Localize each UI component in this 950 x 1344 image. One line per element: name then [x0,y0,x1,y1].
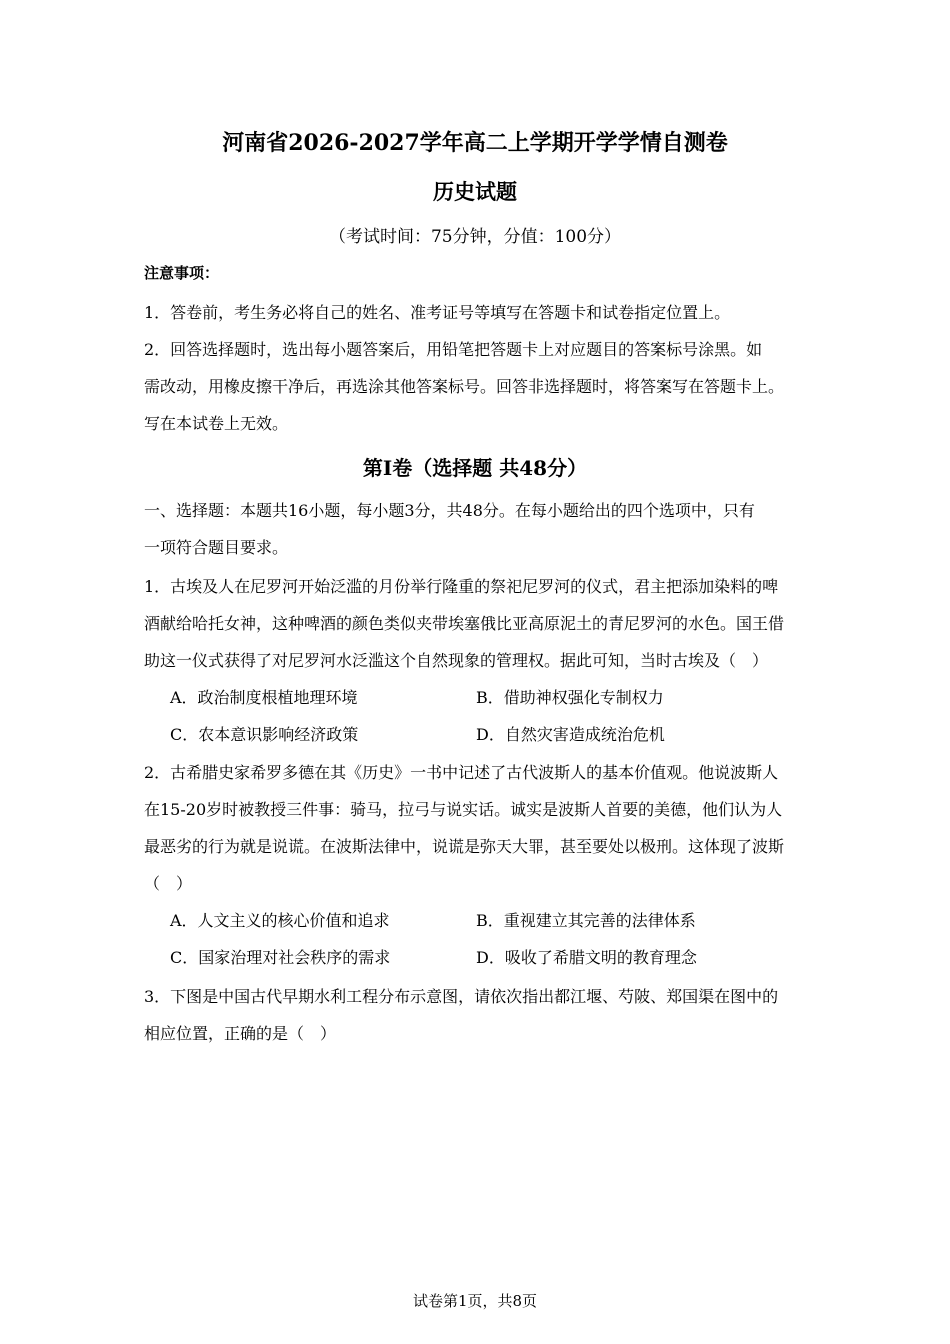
question-1-line: 1．古埃及人在尼罗河开始泛滥的月份举行隆重的祭祀尼罗河的仪式，君主把添加染料的啤 [144,577,779,596]
notes-line: 2．回答选择题时，选出每小题答案后，用铅笔把答题卡上对应题目的答案标号涂黑。如 [144,340,763,359]
section-intro-line: 一、选择题：本题共16小题，每小题3分，共48分。在每小题给出的四个选项中，只有 [144,501,755,520]
notes-line: 写在本试卷上无效。 [144,414,289,433]
question-1-line: 酒献给哈托女神，这种啤酒的颜色类似夹带埃塞俄比亚高原泥土的青尼罗河的水色。国王借 [144,614,785,633]
notes-line: 1．答卷前，考生务必将自己的姓名、准考证号等填写在答题卡和试卷指定位置上。 [144,303,731,322]
question-1-option-b: B．借助神权强化专制权力 [476,688,664,707]
question-2-option-a: A．人文主义的核心价值和追求 [170,911,390,930]
page-footer: 试卷第1页，共8页 [412,1292,538,1310]
question-1-option-d: D．自然灾害造成统治危机 [476,725,665,744]
notes-line: 需改动，用橡皮擦干净后，再选涂其他答案标号。回答非选择题时，将答案写在答题卡上。 [144,377,785,396]
question-2-line: 在15-20岁时被教授三件事：骑马，拉弓与说实话。诚实是波斯人首要的美德，他们认为人 [144,800,783,819]
question-2-option-b: B．重视建立其完善的法律体系 [476,911,696,930]
question-3-line: 相应位置，正确的是（ ） [144,1024,337,1043]
subject-title: 历史试题 [433,179,517,204]
question-2-line: 最恶劣的行为就是说谎。在波斯法律中，说谎是弥天大罪，甚至要处以极刑。这体现了波斯 [144,837,785,856]
section-intro-line: 一项符合题目要求。 [144,538,289,557]
section-title: 第Ⅰ卷（选择题 共48分） [362,456,588,480]
question-3-line: 3．下图是中国古代早期水利工程分布示意图，请依次指出都江堰、芍陂、郑国渠在图中的 [144,987,779,1006]
notes-heading: 注意事项： [144,264,220,282]
exam-info: （考试时间：75分钟，分值：100分） [328,227,622,247]
question-1-option-a: A．政治制度根植地理环境 [170,688,358,707]
question-2-line: （ ） [144,874,193,893]
question-1-line: 助这一仪式获得了对尼罗河水泛滥这个自然现象的管理权。据此可知，当时古埃及（ ） [144,651,769,670]
question-2-line: 2．古希腊史家希罗多德在其《历史》一书中记述了古代波斯人的基本价值观。他说波斯人 [144,763,779,782]
question-1-option-c: C．农本意识影响经济政策 [170,725,359,744]
question-2-option-d: D．吸收了希腊文明的教育理念 [476,948,697,967]
question-2-option-c: C．国家治理对社会秩序的需求 [170,948,391,967]
page-title: 河南省2026-2027学年高二上学期开学学情自测卷 [222,130,728,156]
